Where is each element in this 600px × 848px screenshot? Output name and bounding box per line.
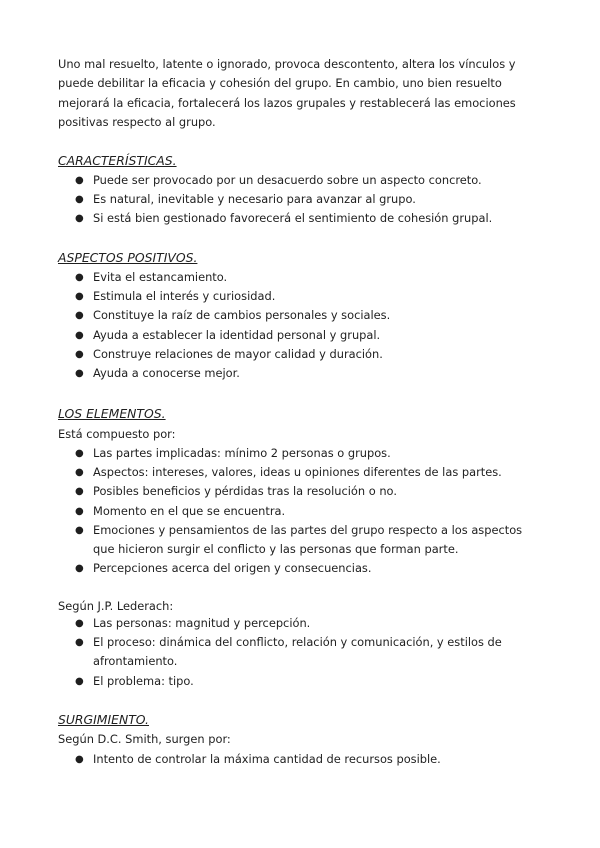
list-surgimiento xyxy=(58,750,538,769)
bullet-icon: ● xyxy=(75,524,84,536)
list-item: ● Si está bien gestionado favorecerá el sentimiento de cohesión grupal. xyxy=(58,209,538,228)
heading-aspectos-positivos: ASPECTOS POSITIVOS. xyxy=(58,250,198,265)
list-item: ● Las partes implicadas: mínimo 2 personas o grupos. xyxy=(58,444,538,463)
lederach-intro: Según J.P. Lederach: xyxy=(58,599,174,613)
bullet-icon: ● xyxy=(75,505,84,517)
list-item: ● Aspectos: intereses, valores, ideas u opiniones diferentes de las partes. xyxy=(58,463,538,482)
bullet-icon: ● xyxy=(75,754,84,765)
bullet-icon: ● xyxy=(75,310,84,322)
bullet-icon: ● xyxy=(75,194,84,206)
list-item: ● Las personas: magnitud y percepción. xyxy=(58,614,538,633)
list-item: ● Ayuda a establecer la identidad personal y grupal. xyxy=(58,326,538,345)
elementos-intro: Está compuesto por: xyxy=(58,427,176,441)
bullet-icon: ● xyxy=(75,467,84,479)
heading-caracteristicas: CARACTERÍSTICAS. xyxy=(58,153,177,168)
list-caracteristicas xyxy=(58,171,538,229)
bullet-icon: ● xyxy=(75,213,84,225)
bullet-icon: ● xyxy=(75,272,84,283)
bullet-icon: ● xyxy=(75,348,84,360)
list-item: ● Emociones y pensamientos de las partes del grupo respecto a los aspectos que hicieron surgir el conflicto y las personas que forman parte. xyxy=(75,522,523,557)
list-item: ● Es natural, inevitable y necesario para avanzar al grupo. xyxy=(58,190,538,209)
bullet-icon: ● xyxy=(75,329,84,341)
list-item: ● Intento de controlar la máxima cantidad de recursos posible. xyxy=(58,750,538,769)
list-item: ● Constituye la raíz de cambios personales y sociales. xyxy=(58,306,538,325)
list-item: ● Evita el estancamiento. xyxy=(58,268,538,287)
heading-surgimiento: SURGIMIENTO. xyxy=(58,712,149,727)
list-item: ● Estimula el interés y curiosidad. xyxy=(58,287,538,306)
bullet-icon: ● xyxy=(75,291,84,303)
list-item: ● Ayuda a conocerse mejor. xyxy=(58,364,538,383)
surgimiento-intro: Según D.C. Smith, surgen por: xyxy=(58,732,231,746)
list-item: ● Posibles beneficios y pérdidas tras la resolución o no. xyxy=(58,482,538,501)
list-elementos xyxy=(58,444,538,578)
list-item: ● Construye relaciones de mayor calidad y duración. xyxy=(58,345,538,364)
heading-elementos: LOS ELEMENTOS. xyxy=(58,406,166,421)
list-item: ● Percepciones acerca del origen y consecuencias. xyxy=(58,559,538,578)
bullet-icon: ● xyxy=(75,637,84,649)
bullet-icon: ● xyxy=(75,618,84,629)
bullet-icon: ● xyxy=(75,486,84,498)
list-aspectos-positivos xyxy=(58,268,538,383)
bullet-icon: ● xyxy=(75,448,84,459)
bullet-icon: ● xyxy=(75,368,84,380)
bullet-icon: ● xyxy=(75,563,84,575)
list-lederach xyxy=(58,614,538,691)
bullet-icon: ● xyxy=(75,675,84,687)
list-item: ● Puede ser provocado por un desacuerdo sobre un aspecto concreto. xyxy=(58,171,538,190)
list-item: ● El problema: tipo. xyxy=(58,672,538,691)
bullet-icon: ● xyxy=(75,175,84,186)
list-item: ● Momento en el que se encuentra. xyxy=(58,502,538,521)
list-item: ● El proceso: dinámica del conflicto, relación y comunicación, y estilos de afrontamiento. xyxy=(75,635,502,669)
intro-paragraph: Uno mal resuelto, latente o ignorado, provoca descontento, altera los vínculos y puede debilitar la eficacia y cohesión del grupo. En cambio, uno bien resuelto mejorará la eficacia, fortalecerá los lazos grupales y restablecerá las emociones positivas respecto al grupo. xyxy=(58,57,516,129)
